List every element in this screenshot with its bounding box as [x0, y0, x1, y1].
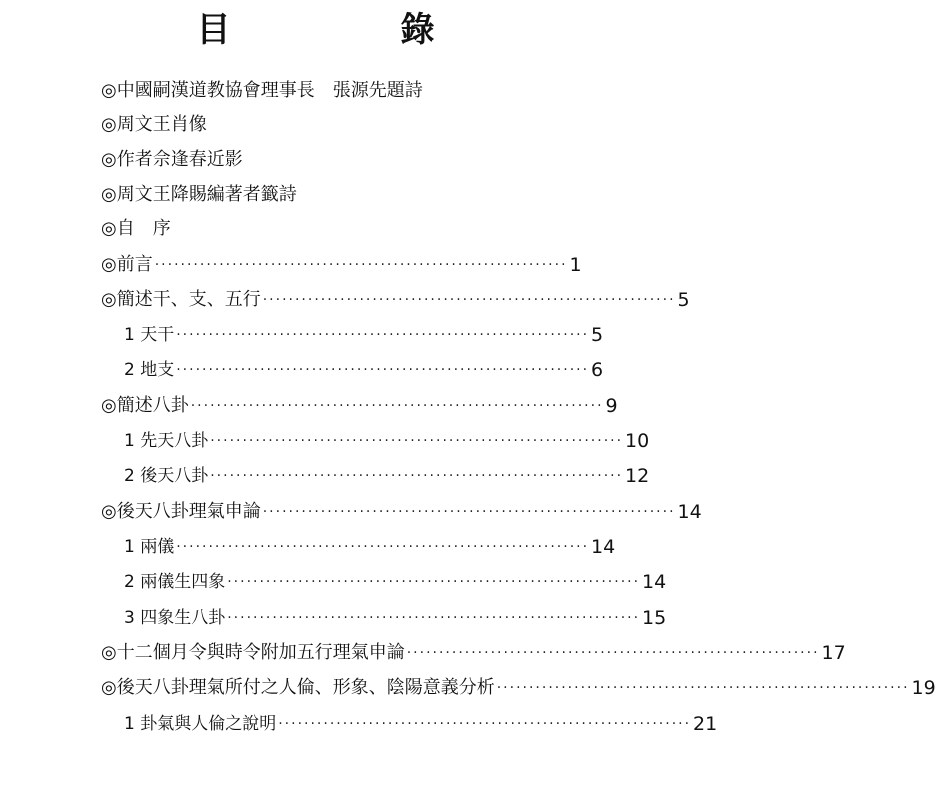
toc-entry-label: ◎周文王降賜編著者籤詩	[101, 184, 297, 205]
toc-entry	[124, 461, 650, 487]
toc-page-number: 5	[677, 289, 690, 311]
toc-entry	[101, 145, 401, 171]
dot-leader: ································································	[210, 433, 624, 449]
toc-entry-label: ◎後天八卦理氣所付之人倫、形象、陰陽意義分析	[101, 677, 495, 698]
toc-page-number: 9	[605, 395, 618, 417]
toc-entry-label: ◎十二個月令與時令附加五行理氣申論	[101, 642, 405, 663]
toc-entry-label: ◎簡述干、支、五行	[101, 289, 261, 310]
toc-entry-label: ◎中國嗣漢道教協會理事長 張源先題詩	[101, 80, 423, 101]
toc-entry	[101, 76, 521, 102]
toc-entry-label: 3 四象生八卦	[124, 608, 226, 628]
toc-entry	[101, 638, 846, 664]
dot-leader: ································································	[278, 716, 692, 732]
dot-leader: ································································	[262, 504, 676, 520]
toc-entry-label: 1 天干	[124, 325, 175, 345]
toc-entry	[101, 673, 936, 699]
toc-entry-label: ◎自 序	[101, 218, 171, 239]
toc-page-number: 15	[642, 607, 667, 629]
toc-entry-label: ◎作者佘逢春近影	[101, 149, 243, 170]
dot-leader: ································································	[190, 398, 604, 414]
dot-leader: ································································	[496, 680, 910, 696]
dot-leader: ································································	[227, 574, 641, 590]
toc-entry	[101, 391, 618, 417]
toc-entry	[101, 497, 702, 523]
toc-entry-label: 1 卦氣與人倫之說明	[124, 714, 277, 734]
toc-page-number: 14	[642, 571, 667, 593]
toc-page-number: 14	[677, 501, 702, 523]
toc-entry-label: ◎周文王肖像	[101, 114, 207, 135]
dot-leader: ································································	[176, 539, 590, 555]
toc-page-number: 19	[911, 677, 936, 699]
toc-entry-label: 1 兩儀	[124, 537, 175, 557]
toc-entry	[124, 709, 718, 735]
dot-leader: ································································	[176, 362, 590, 378]
dot-leader: ································································	[154, 257, 568, 273]
toc-page-number: 1	[569, 254, 582, 276]
toc-entry	[124, 355, 604, 381]
toc-entry-label: 2 兩儀生四象	[124, 572, 226, 592]
toc-page-number: 5	[591, 324, 604, 346]
toc-page-number: 17	[821, 642, 846, 664]
dot-leader: ································································	[227, 610, 641, 626]
dot-leader: ································································	[176, 327, 590, 343]
dot-leader: ································································	[406, 645, 820, 661]
toc-entry	[124, 603, 667, 629]
dot-leader: ································································	[262, 292, 676, 308]
toc-entry	[124, 567, 667, 593]
toc-entry	[124, 532, 616, 558]
toc-entry	[101, 110, 401, 136]
toc-entry	[124, 426, 650, 452]
toc-entry-label: 1 先天八卦	[124, 431, 209, 451]
toc-entry	[101, 214, 401, 240]
toc-entry	[101, 250, 582, 276]
dot-leader: ································································	[210, 468, 624, 484]
toc-page-number: 14	[591, 536, 616, 558]
toc-entry-label: 2 後天八卦	[124, 466, 209, 486]
toc-page-number: 12	[625, 465, 650, 487]
toc-entry-label: ◎後天八卦理氣申論	[101, 501, 261, 522]
toc-entry	[124, 320, 604, 346]
toc-entry	[101, 285, 690, 311]
toc-entry	[101, 180, 401, 206]
toc-entry-label: 2 地支	[124, 360, 175, 380]
toc-page-number: 21	[693, 713, 718, 735]
toc-page-number: 6	[591, 359, 604, 381]
toc-entry-label: ◎簡述八卦	[101, 395, 189, 416]
toc-entry-label: ◎前言	[101, 254, 153, 275]
toc-page-number: 10	[625, 430, 650, 452]
page-title: 目 錄	[196, 10, 503, 50]
